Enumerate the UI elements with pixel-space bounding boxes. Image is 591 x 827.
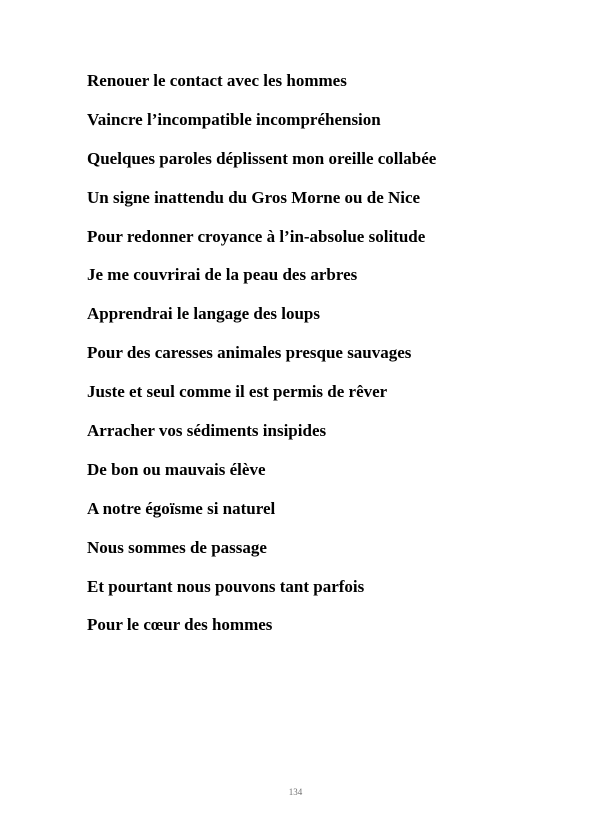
poem-body <box>87 69 436 652</box>
poem-line: Nous sommes de passage <box>87 537 267 557</box>
poem-line: Et pourtant nous pouvons tant parfois <box>87 576 365 596</box>
poem-line: Pour redonner croyance à l’in-absolue solitude <box>87 226 426 246</box>
poem-line: Quelques paroles déplissent mon oreille collabée <box>87 148 437 168</box>
poem-line: Apprendrai le langage des loups <box>87 304 321 324</box>
poem-line: Renouer le contact avec les hommes <box>87 71 347 90</box>
poem-line: Pour le cœur des hommes <box>87 615 273 635</box>
page-number: 134 <box>288 787 303 797</box>
poem-line: Juste et seul comme il est permis de rêver <box>87 382 388 402</box>
poem-line: Un signe inattendu du Gros Morne ou de Nice <box>87 187 421 207</box>
poem-line: Je me couvrirai de la peau des arbres <box>87 265 358 285</box>
poem-line: A notre égoïsme si naturel <box>87 498 276 518</box>
poem-line: Pour des caresses animales presque sauvages <box>87 343 412 363</box>
poem-line: De bon ou mauvais élève <box>87 459 266 479</box>
poem-line: Vaincre l’incompatible incompréhension <box>87 109 381 129</box>
poem-line: Arracher vos sédiments insipides <box>87 421 327 441</box>
